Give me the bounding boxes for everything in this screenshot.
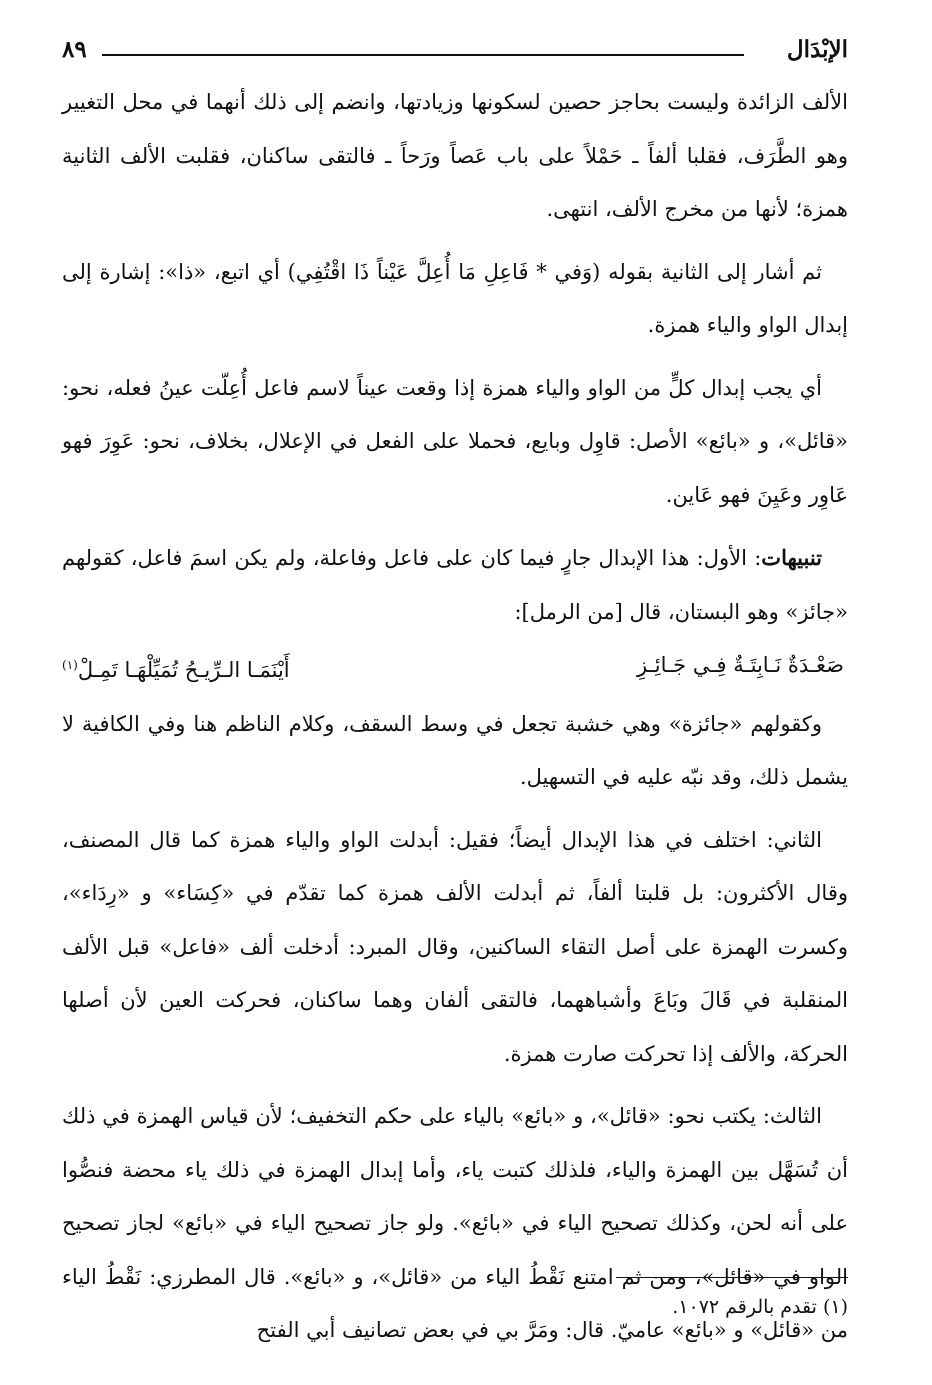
running-header (62, 28, 848, 76)
footnote: (١) تقدم بالرقم ١٠٧٢. (672, 1296, 848, 1318)
paragraph (62, 531, 848, 639)
paragraph: الألف الزائدة وليست بحاجز حصين لسكونها وزيادتها، وانضم إلى ذلك أنهما في محل التغيير وهو الطَّرَف، فقلبا ألفاً ـ حَمْلاً على باب عَصاً ورَحاً ـ فالتقى ساكنان، فقلبت الألف الثانية همزة؛ لأنها من مخرج الألف، انتهى. (62, 90, 848, 221)
paragraph: الثاني: اختلف في هذا الإبدال أيضاً؛ فقيل: أبدلت الواو والياء همزة كما قال المصنف، وقال الأكثرون: بل قلبتا ألفاً، ثم أبدلت الألف همزة كما تقدّم في «كِسَاء» و «رِدَاء»، وكسرت الهمزة على أصل التقاء الساكنين، وقال المبرد: أدخلت ألف «فاعل» قبل الألف المنقلبة في قَالَ وبَاعَ وأشباههما، فالتقى ألفان وهما ساكنان، فحركت العين لأن أصلها الحركة، والألف إذا تحركت صارت همزة. (62, 827, 848, 1066)
paragraph: الثالث: يكتب نحو: «قائل»، و «بائع» بالياء على حكم التخفيف؛ لأن قياس الهمزة في ذلك أن تُسَهَّل بين الهمزة والياء، فلذلك كتبت ياء، وأما إبدال الهمزة في ذلك ياء محضة فنصُّوا على أنه لحن، وكذلك تصحيح الياء في «بائع». ولو جاز تصحيح الياء في «بائع» لجاز تصحيح الواو في «قائل»، ومن ثم امتنع نَقْطُ الياء من «قائل»، و «بائع». قال المطرزي: نَقْطُ الياء من «قائل» و «بائع» عاميّ. قال: ومَرَّ بي في بعض تصانيف أبي الفتح (62, 1104, 848, 1342)
page-number: ٨٩ (62, 36, 87, 63)
book-page (62, 28, 848, 1358)
chapter-title: الإبْدَال (786, 36, 848, 63)
verse-second-hemistich: أَيْنَمَـا الـرِّيـحُ تُمَيِّلْهَـا تَمِـلْ$^{(١)}$ (62, 658, 290, 682)
verse-first-hemistich: صَعْـدَةٌ نَـابِتَـةٌ فِـي جَـائِـزِ (637, 653, 844, 677)
paragraph: وكقولهم «جائزة» وهي خشبة تجعل في وسط السقف، وكلام الناظم هنا وفي الكافية لا يشمل ذلك، وقد نبّه عليه في التسهيل. (62, 711, 848, 789)
verse-line (62, 639, 848, 698)
paragraph-text: : الأول: هذا الإبدال جارٍ فيما كان على فاعل وفاعلة، ولم يكن اسمَ فاعل، كقولهم «جائز» وهو البستان، قال [من الرمل]: (62, 546, 848, 624)
section-lead: تنبيهات (761, 545, 822, 570)
paragraph: أي يجب إبدال كلٍّ من الواو والياء همزة إذا وقعت عيناً لاسم فاعل أُعِلّت عينُ فعله، نحو: «قائل»، و «بائع» الأصل: قاوِل وبايع، فحملا على الفعل في الإعلال، بخلاف، نحو: عَوِرَ فهو عَاوِر وعَيِنَ فهو عَاين. (62, 375, 848, 507)
header-rule (102, 54, 744, 56)
main-text (62, 76, 848, 1358)
paragraph: ثم أشار إلى الثانية بقوله (وَفي * فَاعِلِ مَا أُعِلَّ عَيْناً ذَا اقْتُفِي) أي اتبع، «ذا»: إشارة إلى إبدال الواو والياء همزة. (62, 259, 848, 337)
footnote-rule (616, 1277, 848, 1278)
footnote-marker: (١) (62, 658, 78, 672)
